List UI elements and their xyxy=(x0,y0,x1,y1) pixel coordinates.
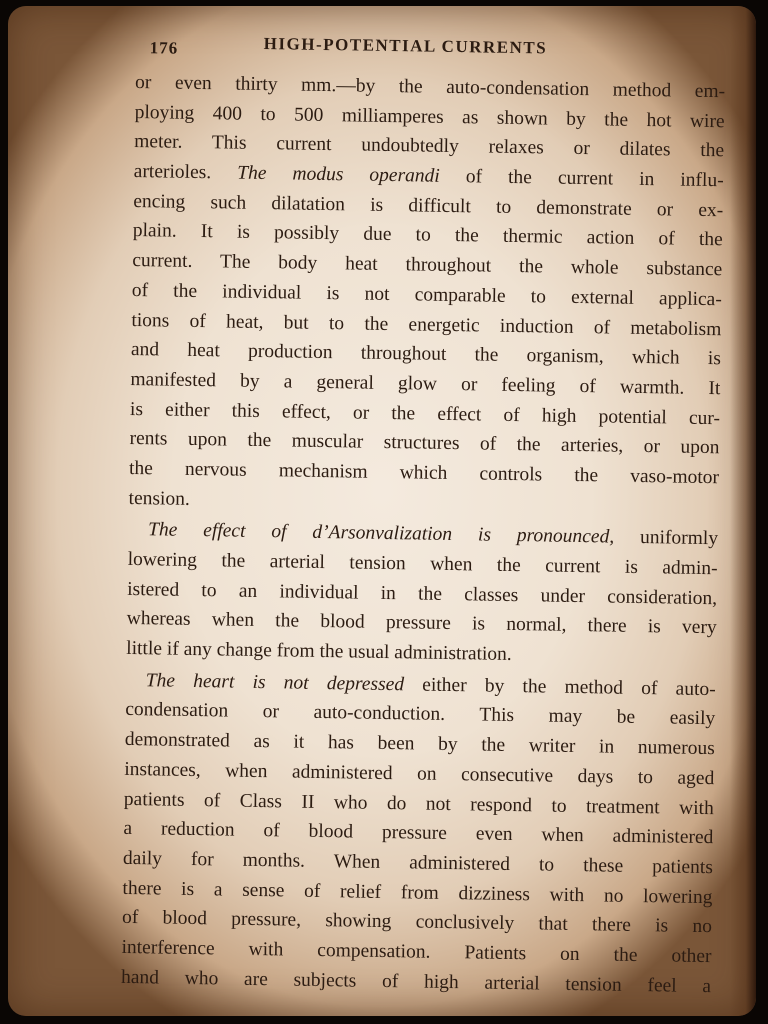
text-line: whereas when the blood pressure is normal, there is very xyxy=(126,608,717,639)
book-page xyxy=(8,6,756,1016)
text-line: tension. xyxy=(128,487,190,510)
text-line: and heat production throughout the organism, which is xyxy=(130,339,722,370)
text-line: of the individual is not comparable to external applica- xyxy=(131,279,722,311)
text-line: condensation or auto-conduction. This may be easily xyxy=(125,699,716,730)
text-line: instances, when administered on consecutive days to aged xyxy=(124,758,715,789)
book-spine-shadow xyxy=(730,6,756,1016)
text-line: of blood pressure, showing conclusively that there is no xyxy=(121,907,713,938)
text-line: lowering the arterial tension when the current is admin- xyxy=(127,548,718,580)
text-line: patients of Class II who do not respond to treatment with xyxy=(123,788,714,819)
italic-run: The heart is not depressed xyxy=(145,669,405,696)
text-line: tions of heat, but to the energetic induction of metabolism xyxy=(131,309,722,340)
text-line: meter. This current undoubtedly relaxes or dilates the xyxy=(134,131,725,162)
text-line: there is a sense of relief from dizziness with no lowering xyxy=(122,877,713,908)
text-line: encing such dilatation is difficult to demonstrate or ex- xyxy=(133,190,724,221)
text-line: hand who are subjects of high arterial tension feel a xyxy=(120,966,712,997)
text-line: or even thirty mm.—by the auto-condensation method em- xyxy=(134,71,726,103)
running-head: HIGH-POTENTIAL CURRENTS xyxy=(263,34,548,58)
text-line: manifested by a general glow or feeling of warmth. It xyxy=(130,368,721,400)
page-text-block xyxy=(121,28,726,1001)
paragraph-1 xyxy=(128,68,725,523)
text-line: rents upon the muscular structures of the arteries, or upon xyxy=(129,428,720,459)
text-line: a reduction of blood pressure even when administered xyxy=(123,818,714,849)
text-line: demonstrated as it has been by the writer in numerous xyxy=(124,729,715,760)
italic-run: The modus operandi xyxy=(237,162,440,187)
text-line: plain. It is possibly due to the thermic action of the xyxy=(132,220,723,251)
text-run: arterioles. xyxy=(133,161,238,184)
text-line: interference with compensation. Patients on the other xyxy=(121,936,712,968)
text-line: ploying 400 to 500 milliamperes as shown by the hot wire xyxy=(134,101,725,132)
text-line: is either this effect, or the effect of high potential cur- xyxy=(129,398,721,429)
text-run: either by the method of auto- xyxy=(403,674,716,700)
text-line: current. The body heat throughout the whole substance xyxy=(132,250,723,281)
italic-run: The effect of d’Arsonvalization is pronounced, xyxy=(147,519,615,548)
text-line: little if any change from the usual administration. xyxy=(126,637,512,666)
paragraph-2 xyxy=(126,515,718,673)
text-line: istered to an individual in the classes under consideration, xyxy=(127,578,718,609)
text-line: daily for months. When administered to these patients xyxy=(122,847,714,879)
paragraph-3 xyxy=(121,666,716,1002)
text-run: uniformly xyxy=(614,526,719,550)
text-line: the nervous mechanism which controls the vaso-motor xyxy=(128,457,720,489)
page-number: 176 xyxy=(149,38,179,58)
text-run: of the current in influ- xyxy=(439,165,724,192)
